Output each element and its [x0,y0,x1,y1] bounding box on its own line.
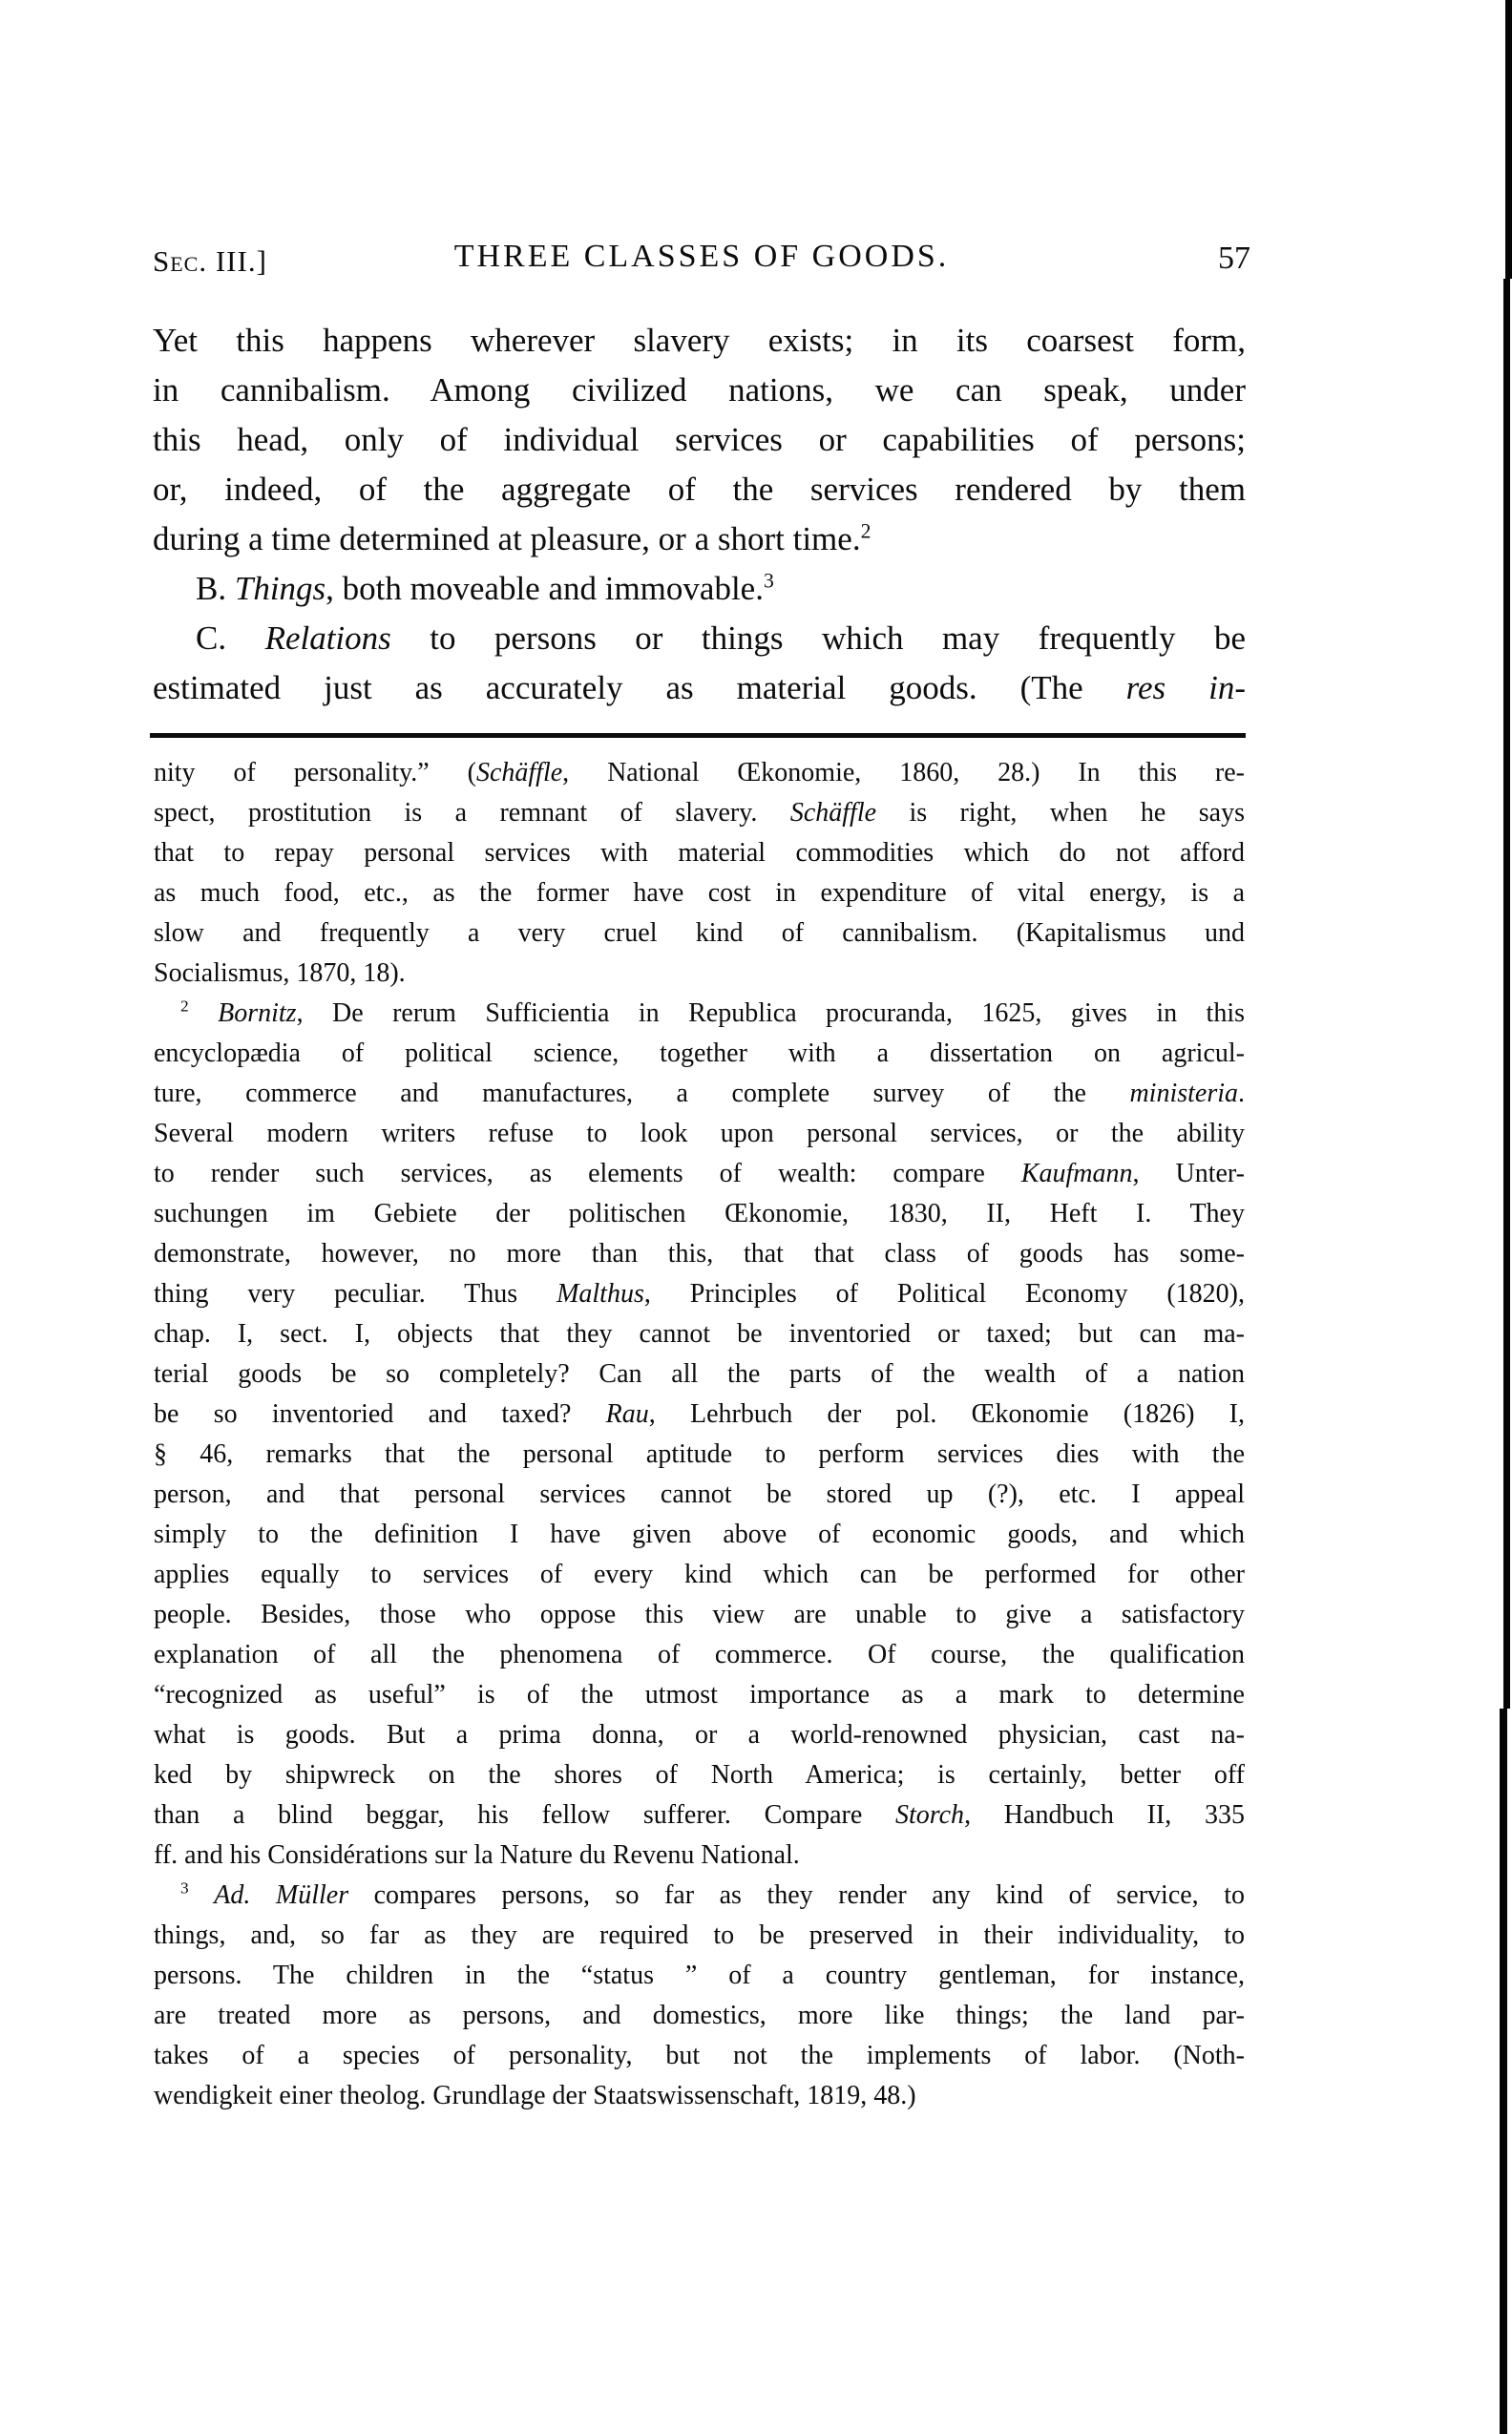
footnote-text-line: $^2$ Bornitz, De rerum Sufficientia in Republica procuranda, 1625, gives in this [180,997,1246,1028]
footnote-text-line: as much food, etc., as the former have cost in expenditure of vital energy, is a [154,878,1245,908]
body-text-line: or, indeed, of the aggregate of the services rendered by them [153,471,1246,508]
footnote-separator-rule [150,733,1246,738]
footnote-text-line: that to repay personal services with material commodities which do not afford [154,838,1245,868]
footnote-text-line: ff. and his Considérations sur la Nature du Revenu National. [154,1840,800,1870]
footnote-text-line: chap. I, sect. I, objects that they cannot be inventoried or taxed; but can ma- [154,1319,1245,1349]
footnote-text-line: what is goods. But a prima donna, or a world-renowned physician, cast na- [154,1720,1245,1750]
footnote-text-line: to render such services, as elements of wealth: compare Kaufmann, Unter- [154,1159,1246,1188]
footnote-text-line: people. Besides, those who oppose this view are unable to give a satisfactory [154,1600,1245,1629]
footnote-text-line: than a blind beggar, his fellow sufferer. Compare Storch, Handbuch II, 335 [154,1800,1245,1830]
footnote-text-line: Socialismus, 1870, 18). [154,958,406,988]
footnote-text-line: persons. The children in the “status ” of a country gentleman, for instance, [154,1961,1245,1990]
scan-edge-line [1500,1709,1507,2434]
scan-edge-line [1505,0,1512,279]
footnote-text-line: takes of a species of personality, but not the implements of labor. (Noth- [154,2041,1245,2070]
footnote-text-line: § 46, remarks that the personal aptitude to perform services dies with the [154,1439,1245,1469]
footnote-text-line: slow and frequently a very cruel kind of cannibalism. (Kapitalismus und [154,918,1245,948]
main-text-block [153,316,1246,713]
body-text-line: this head, only of individual services or capabilities of persons; [153,421,1246,458]
footnote-block [154,753,1245,2116]
body-text-line: in cannibalism. Among civilized nations, we can speak, under [153,371,1246,409]
footnote-text-line: applies equally to services of every kind which can be performed for other [154,1560,1245,1589]
footnote-text-line: terial goods be so completely? Can all the parts of the wealth of a nation [154,1359,1245,1389]
footnote-text-line: ked by shipwreck on the shores of North America; is certainly, better off [154,1760,1245,1790]
scan-edge-line [1503,279,1510,1709]
section-label: Sec. III.] [153,244,267,278]
footnote-text-line: thing very peculiar. Thus Malthus, Principles of Political Economy (1820), [154,1279,1246,1309]
page-number: 57 [1218,241,1250,276]
body-text-line: during a time determined at pleasure, or a short time.$^2$ [153,519,872,557]
footnote-text-line: person, and that personal services cannot be stored up (?), etc. I appeal [154,1479,1245,1509]
body-text-line: Yet this happens wherever slavery exists; in its coarsest form, [153,322,1246,359]
footnote-text-line: encyclopædia of political science, together with a dissertation on agricul- [154,1039,1245,1068]
page-title: THREE CLASSES OF GOODS. [453,239,950,274]
running-header [153,239,1250,284]
footnote-text-line: things, and, so far as they are required to be preserved in their individuality, to [154,1920,1245,1950]
footnote-text-line: Several modern writers refuse to look upon personal services, or the ability [154,1119,1245,1148]
footnote-text-line: explanation of all the phenomena of commerce. Of course, the qualification [154,1640,1245,1669]
footnote-text-line: be so inventoried and taxed? Rau, Lehrbuch der pol. Œkonomie (1826) I, [154,1399,1245,1429]
footnote-text-line: wendigkeit einer theolog. Grundlage der Staatswissenschaft, 1819, 48.) [154,2081,916,2110]
footnote-text-line: suchungen im Gebiete der politischen Œkonomie, 1830, II, Heft I. They [154,1199,1245,1228]
footnote-text-line: are treated more as persons, and domestics, more like things; the land par- [154,2001,1245,2030]
footnote-text-line: “recognized as useful” is of the utmost importance as a mark to determine [154,1680,1245,1710]
body-text-line: C. Relations to persons or things which may frequently be [196,619,1246,657]
body-text-line: estimated just as accurately as material goods. (The res in- [153,669,1247,706]
footnote-text-line: ture, commerce and manufactures, a complete survey of the ministeria. [154,1079,1245,1108]
footnote-text-line: demonstrate, however, no more than this, that that class of goods has some- [154,1239,1245,1269]
footnote-text-line: $^3$ Ad. Müller compares persons, so far as they render any kind of service, to [180,1878,1246,1910]
footnote-text-line: simply to the definition I have given above of economic goods, and which [154,1520,1245,1549]
body-text-line: B. Things, both moveable and immovable.$^3$ [196,569,774,607]
footnote-text-line: nity of personality.” (Schäffle, National Œkonomie, 1860, 28.) In this re- [154,758,1246,787]
footnote-text-line: spect, prostitution is a remnant of slavery. Schäffle is right, when he says [154,798,1246,828]
